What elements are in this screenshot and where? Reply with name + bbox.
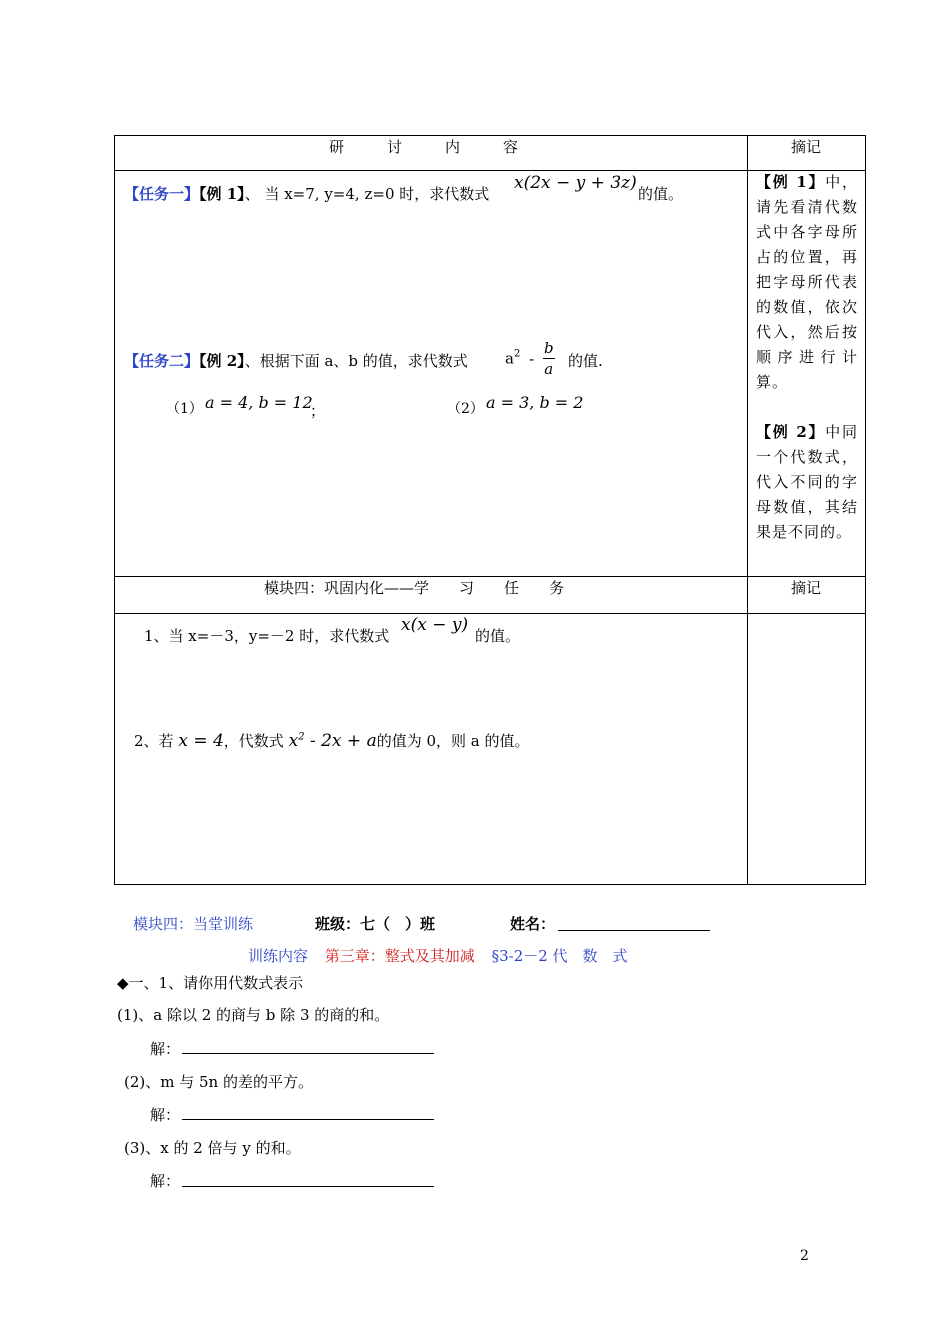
task2-item2-label: （2） [447, 401, 484, 417]
task1-example: 【例 1】 [199, 185, 245, 203]
exercise-answer-label-2: 解： [150, 1106, 181, 1124]
task2-frac-num: b [543, 339, 554, 357]
task2-item1-sep: ； [310, 402, 326, 420]
training-chapter: 第三章：整式及其加减 [324, 947, 475, 965]
training-section: §3-2－2 代 数 式 [491, 947, 628, 965]
note1-text: 中，请先看清代数式中各字母所占的位置，再把字母所代表的数值，依次代入，然后按顺序进行计算。 [756, 173, 858, 391]
q2-expr-exp: 2 [298, 731, 305, 743]
q1-line [144, 625, 389, 646]
q1-text-mid: ，求代数式 [314, 627, 390, 645]
answer-blank-1[interactable] [182, 1053, 434, 1054]
q2-line [134, 730, 530, 751]
training-line [248, 945, 628, 966]
task2-example: 【例 2】 [199, 352, 245, 370]
q2-expr-rest: - 2x + a [304, 731, 377, 751]
q2-condition: x = 4 [178, 731, 224, 751]
q2-text-before: 2、若 [134, 732, 174, 750]
exercise-answer-label-1: 解： [150, 1040, 181, 1058]
exercise-heading: ◆一、1、请你用代数式表示 [117, 974, 304, 992]
note-example2 [756, 420, 858, 545]
table2-header-notes: 摘记 [790, 579, 821, 597]
training-label: 训练内容 [248, 947, 309, 965]
note1-bold: 【例 1】 [756, 173, 826, 191]
answer-blank-3[interactable] [182, 1186, 434, 1187]
task2-text-end: 的值. [568, 352, 603, 370]
task1-label: 【任务一】 [124, 185, 200, 203]
task1-expression: x(2x − y + 3z) [514, 173, 637, 193]
q2-expr-base: x [288, 731, 299, 751]
task2-line [124, 350, 468, 371]
q1-text-end: 的值。 [475, 627, 521, 645]
q1-expression: x(x − y) [401, 615, 469, 635]
table-header-content: 研 讨 内 容 [328, 138, 532, 156]
task2-frac-den: a [544, 360, 554, 378]
task1-line [124, 183, 489, 204]
task2-expr-exp: 2 [513, 348, 521, 360]
task1-text-mid: , y=4, [314, 185, 365, 203]
task2-fraction [543, 338, 555, 379]
exercise-answer-label-3: 解： [150, 1172, 181, 1190]
exercise-item-1: (1)、a 除以 2 的商与 b 除 3 的商的和。 [117, 1006, 390, 1024]
exercise-item-3: (3)、x 的 2 倍与 y 的和。 [124, 1139, 301, 1157]
task2-label: 【任务二】 [124, 352, 200, 370]
answer-blank-2[interactable] [182, 1119, 434, 1120]
task2-item1-label: （1） [166, 401, 203, 417]
task2-item1-expr: a = 4, b = 12 [205, 393, 313, 412]
note-example1 [756, 170, 858, 395]
task2-expr-base: a [505, 349, 514, 368]
page-number: 2 [800, 1248, 809, 1264]
task2-item1 [166, 398, 203, 418]
table2-header-content: 模块四：巩固内化——学 习 任 务 [264, 579, 565, 597]
q2-text-mid: ，代数式 [223, 732, 284, 750]
table-header-notes: 摘记 [790, 138, 821, 156]
q1-text-before: 1、当 x=－3，y=－2 时 [144, 627, 315, 645]
task1-text-after: z=0 时，求代数式 [364, 185, 490, 203]
task2-text-before: 、根据下面 a、b 的值，求代数式 [244, 352, 468, 370]
q2-text-end: 的值为 0，则 a 的值。 [376, 732, 530, 750]
task2-expression [505, 338, 559, 379]
note2-bold: 【例 2】 [756, 423, 826, 441]
task1-text-end: 的值。 [638, 185, 684, 203]
exercise-item-2 [124, 1071, 313, 1092]
task2-item2 [447, 398, 484, 418]
task2-item2-expr: a = 3, b = 2 [486, 393, 584, 412]
note2-text: 中同一个代数式，代入不同的字母数值，其结果是不同的。 [756, 423, 858, 541]
section-class: 班级：七（ ）班 [315, 915, 436, 933]
exercise-item-2-text: (2)、m 与 5n 的差的平方。 [124, 1073, 313, 1091]
section-module: 模块四：当堂训练 [133, 915, 254, 933]
section-name-label: 姓名： [510, 915, 556, 933]
task1-text-before: 、 当 x=7 [244, 185, 315, 203]
name-blank[interactable] [558, 930, 710, 931]
task2-expr-op: - [529, 349, 535, 368]
q2-expression [289, 731, 377, 751]
